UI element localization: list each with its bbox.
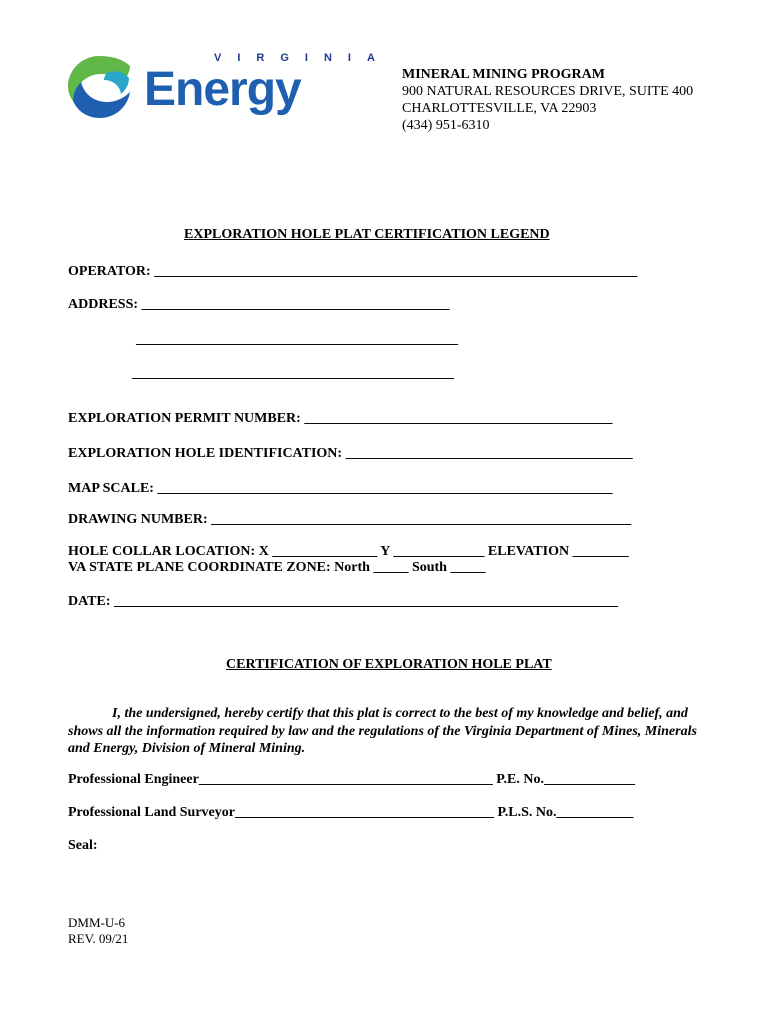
address-field[interactable]: ADDRESS: ____________________________________________ bbox=[68, 297, 450, 312]
hole-collar-location-field[interactable]: HOLE COLLAR LOCATION: X _______________ Y _____________ ELEVATION ________ bbox=[68, 544, 629, 559]
certification-statement-text: I, the undersigned, hereby certify that this plat is correct to the best of my knowledge and belief, and shows all the information required by law and the regulations of the Virginia Department of Mines, Minerals and Energy, Division of Mineral Mining. bbox=[68, 706, 697, 756]
certification-title: CERTIFICATION OF EXPLORATION HOLE PLAT bbox=[226, 657, 552, 672]
seal-label: Seal: bbox=[68, 838, 98, 853]
address-line-2: CHARLOTTESVILLE, VA 22903 bbox=[402, 101, 597, 116]
virginia-energy-logo bbox=[64, 52, 391, 120]
coordinate-zone-field[interactable]: VA STATE PLANE COORDINATE ZONE: North _____ South _____ bbox=[68, 560, 486, 575]
operator-field[interactable]: OPERATOR: _____________________________________________________________________ bbox=[68, 264, 638, 279]
drawing-number-field[interactable]: DRAWING NUMBER: ____________________________________________________________ bbox=[68, 512, 632, 527]
form-number: DMM-U-6 bbox=[68, 915, 126, 930]
document-title: EXPLORATION HOLE PLAT CERTIFICATION LEGEND bbox=[184, 227, 550, 242]
certification-statement bbox=[68, 705, 700, 758]
map-scale-field[interactable]: MAP SCALE: _________________________________________________________________ bbox=[68, 481, 613, 496]
professional-engineer-field[interactable]: Professional Engineer__________________________________________ P.E. No._____________ bbox=[68, 772, 636, 787]
professional-land-surveyor-field[interactable]: Professional Land Surveyor_____________________________________ P.L.S. No.___________ bbox=[68, 805, 634, 820]
phone-number: (434) 951-6310 bbox=[402, 118, 490, 133]
logo-virginia-text: VIRGINIA bbox=[214, 52, 391, 64]
exploration-permit-number-field[interactable]: EXPLORATION PERMIT NUMBER: ____________________________________________ bbox=[68, 411, 613, 426]
address-field-line-3[interactable]: ______________________________________________ bbox=[132, 366, 454, 381]
logo-energy-text: Energy bbox=[144, 63, 301, 116]
exploration-hole-id-field[interactable]: EXPLORATION HOLE IDENTIFICATION: _________________________________________ bbox=[68, 446, 633, 461]
program-address-block bbox=[402, 66, 693, 134]
energy-swirl-icon bbox=[64, 52, 134, 120]
date-field[interactable]: DATE: ________________________________________________________________________ bbox=[68, 594, 619, 609]
revision-date: REV. 09/21 bbox=[68, 931, 129, 946]
form-footer bbox=[68, 915, 128, 947]
program-name: MINERAL MINING PROGRAM bbox=[402, 67, 605, 82]
address-line-1: 900 NATURAL RESOURCES DRIVE, SUITE 400 bbox=[402, 84, 694, 99]
address-field-line-2[interactable]: ______________________________________________ bbox=[136, 332, 458, 347]
